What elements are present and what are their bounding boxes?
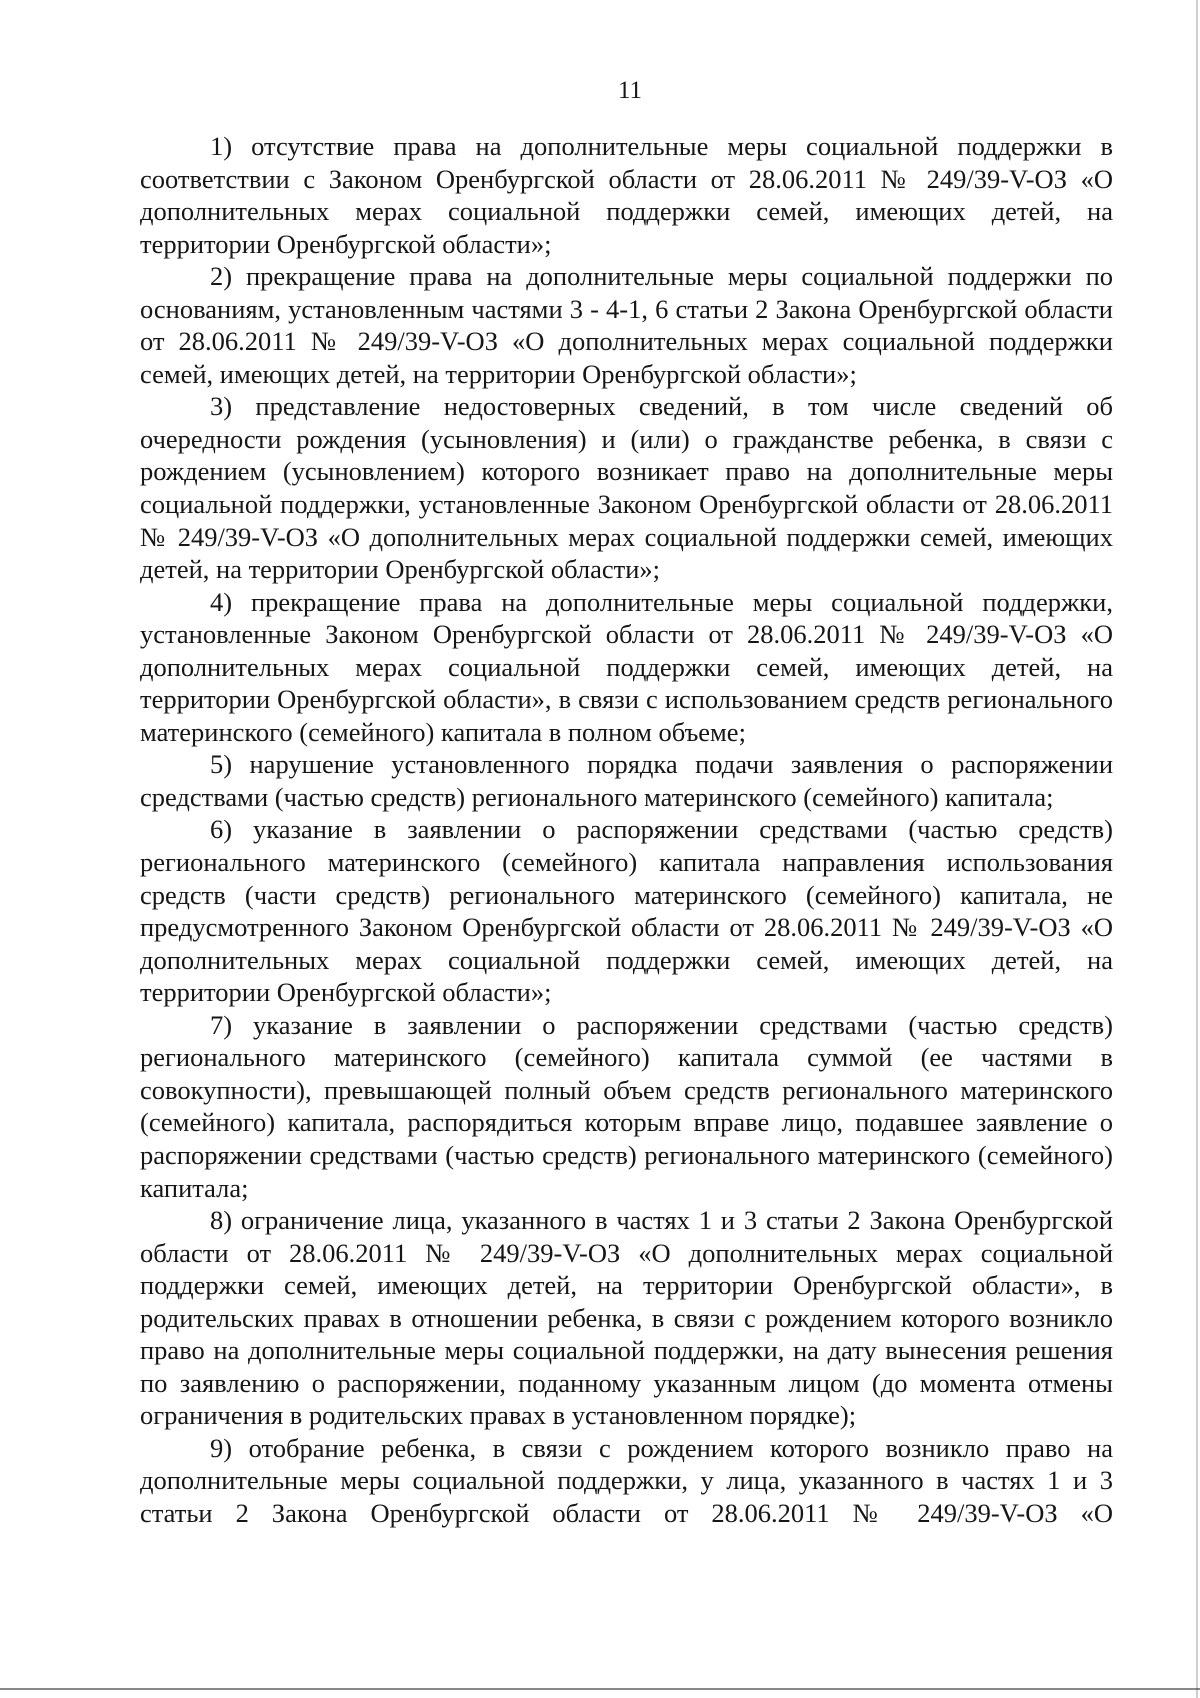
page-number: 11 xyxy=(617,77,643,104)
scan-right-edge xyxy=(1196,0,1198,1698)
list-item-3: 3) представление недостоверных сведений, в том числе сведений об очередности рождения (усыновления) и (или) о гражданстве ребенка, в связи с рождением (усыновлением) которого возникает право на дополнительные меры социальной поддержки, установленные Законом Оренбургской области от 28.06.2011 № 249/39-V-ОЗ «О дополнительных мерах социальной поддержки семей, имеющих детей, на территории Оренбургской области»; xyxy=(140,391,1113,585)
list-item-5: 5) нарушение установленного порядка подачи заявления о распоряжении средствами (частью средств) регионального материнского (семейного) капитала; xyxy=(140,749,1113,812)
list-item-6: 6) указание в заявлении о распоряжении средствами (частью средств) регионального материнского (семейного) капитала направления использования средств (части средств) регионального материнского (семейного) капитала, не предусмотренного Законом Оренбургской области от 28.06.2011 № 249/39-V-ОЗ «О дополнительных мерах социальной поддержки семей, имеющих детей, на территории Оренбургской области»; xyxy=(140,814,1113,1008)
list-item-8: 8) ограничение лица, указанного в частях 1 и 3 статьи 2 Закона Оренбургской области от 28.06.2011 № 249/39-V-ОЗ «О дополнительных мерах социальной поддержки семей, имеющих детей, на территории Оренбургской области», в родительских правах в отношении ребенка, в связи с рождением которого возникло право на дополнительные меры социальной поддержки, на дату вынесения решения по заявлению о распоряжении, поданному указанным лицом (до момента отмены ограничения в родительских правах в установленном порядке); xyxy=(140,1205,1113,1431)
list-item-1: 1) отсутствие права на дополнительные меры социальной поддержки в соответствии с Законом Оренбургской области от 28.06.2011 № 249/39-V-ОЗ «О дополнительных мерах социальной поддержки семей, имеющих детей, на территории Оренбургской области»; xyxy=(140,131,1113,259)
scan-bottom-edge xyxy=(0,1688,1200,1690)
list-item-9: 9) отобрание ребенка, в связи с рождением которого возникло право на дополнительные меры социальной поддержки, у лица, указанного в частях 1 и 3 статьи 2 Закона Оренбургской области от 28.06.2011 № 249/39-V-ОЗ «О xyxy=(140,1432,1113,1528)
list-item-7: 7) указание в заявлении о распоряжении средствами (частью средств) регионального материнского (семейного) капитала суммой (ее частями в совокупности), превышающей полный объем средств регионального материнского (семейного) капитала, распорядиться которым вправе лицо, подавшее заявление о распоряжении средствами (частью средств) регионального материнского (семейного) капитала; xyxy=(140,1009,1113,1203)
list-item-2: 2) прекращение права на дополнительные меры социальной поддержки по основаниям, установленным частями 3 - 4-1, 6 статьи 2 Закона Оренбургской области от 28.06.2011 № 249/39-V-ОЗ «О дополнительных мерах социальной поддержки семей, имеющих детей, на территории Оренбургской области»; xyxy=(140,261,1113,389)
list-item-4: 4) прекращение права на дополнительные меры социальной поддержки, установленные Законом Оренбургской области от 28.06.2011 № 249/39-V-ОЗ «О дополнительных мерах социальной поддержки семей, имеющих детей, на территории Оренбургской области», в связи с использованием средств регионального материнского (семейного) капитала в полном объеме; xyxy=(140,586,1113,747)
document-body xyxy=(140,130,1113,1530)
